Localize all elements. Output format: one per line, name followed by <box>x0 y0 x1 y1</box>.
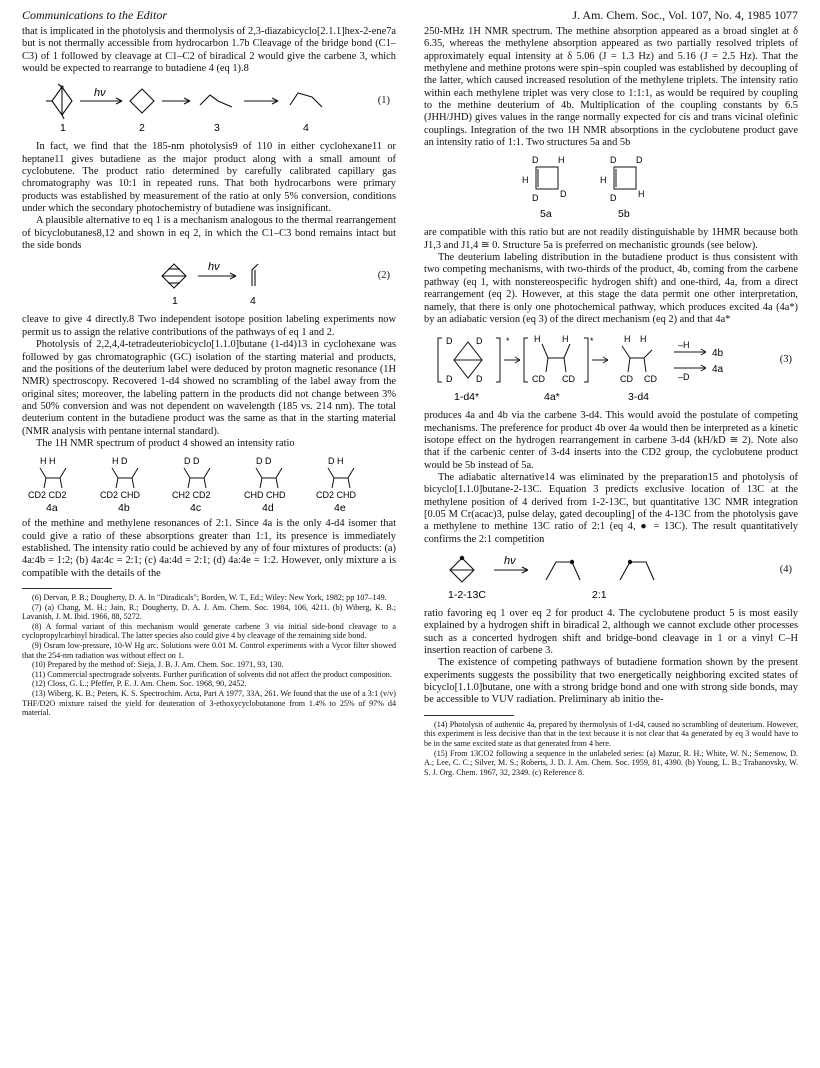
ratio-label: 2:1 <box>592 588 607 601</box>
equation-number: (3) <box>779 354 792 366</box>
paragraph: produces 4a and 4b via the carbene 3-d4. This would avoid the postulate of competing mechanisms. The preference for product 4b over 4a would then be interpreted as a kinetic isotope effect on the hydrogen rearrangement in carbene 3-d4 (kH/kD ≅ 2). Note also that if the carbenic center of 3-d4 inserts into the CD2 group, the cyclobutene product would be 5b instead of 5a. <box>424 410 798 471</box>
footnote: (10) Prepared by the method of: Sieja, J. B. J. Am. Chem. Soc. 1971, 93, 130. <box>32 660 284 670</box>
svg-text:CD: CD <box>562 374 575 385</box>
paragraph: The existence of competing pathways of butadiene formation shown by the present experiments suggests the possibility that two energetically neighboring excited states of bicyclo[1.1.0]butane, one with a strong bridge bond and one with strong side bonds, may be accessible to VUV radiation. Preliminary ab initio the- <box>424 657 798 706</box>
paragraph: The adiabatic alternative14 was eliminated by the preparation15 and photolysis of bicyclo[1.1.0]butane-2-13C. Equation 3 predicts exclusive location of 13C at the methylene position of 4 derived from 1-2-13C, but quantitative 13C NMR integration [0.05 M Cr(acac)3, pulse delay, gated decoupling] of the 4-13C from the photolysis gave a methylene to methine 13C ratio of 2:1 (eq 4, ● = 13C). The result quantitatively confirms the 2:1 competition <box>424 471 798 545</box>
svg-text:CD: CD <box>532 374 545 385</box>
footnote: (9) Osram low-pressure, 10-W Hg arc. Solutions were 0.01 M. Control experiments with a Vycor filter showed that the 254-nm radiation was without effect on 1. <box>22 640 396 660</box>
svg-text:H: H <box>638 189 645 200</box>
structure-label: 4 <box>250 295 256 308</box>
svg-text:CHD CHD: CHD CHD <box>244 490 286 501</box>
equation-number: (2) <box>377 270 390 282</box>
svg-text:D D: D D <box>256 456 272 467</box>
svg-text:D: D <box>636 155 643 166</box>
equation-number: (1) <box>377 95 390 107</box>
svg-text:H: H <box>534 334 541 345</box>
paragraph: A plausible alternative to eq 1 is a mechanism analogous to the thermal rearrangement of bicyclobutanes8,12 and shown in eq 2, in which the C1–C3 bond remains intact but the side bonds <box>22 215 396 252</box>
svg-text:D: D <box>446 336 453 347</box>
structure-label: 4d <box>262 502 274 515</box>
structure-label: 1 <box>60 122 66 135</box>
structure-label: 4a* <box>544 391 560 404</box>
svg-text:D: D <box>610 155 617 166</box>
svg-text:D: D <box>446 374 453 385</box>
running-head-right: J. Am. Chem. Soc., Vol. 107, No. 4, 1985 1077 <box>572 8 798 22</box>
product-label: 4b <box>712 348 724 360</box>
svg-text:D: D <box>532 155 539 166</box>
svg-text:CD: CD <box>644 374 657 385</box>
svg-text:D: D <box>560 189 567 200</box>
svg-text:H: H <box>558 155 565 166</box>
svg-text:–H: –H <box>678 340 690 351</box>
paragraph: The 1H NMR spectrum of product 4 showed an intensity ratio <box>36 437 295 449</box>
structure-label: 4b <box>118 502 130 515</box>
svg-text:H D: H D <box>112 456 128 467</box>
structures-5a-5b <box>424 153 798 223</box>
footnote: (13) Wiberg, K. B.; Peters, K. S. Spectrochim. Acta, Part A 1977, 33A, 261. We found that the use of a 3:1 (v/v) THF/D2O mixture raised the yield for deuteration of 3-ethoxycyclobutanone from 1.4% to 25% of 97% d4 material. <box>22 688 396 718</box>
structure-label: 4e <box>334 502 346 515</box>
hv-label: hν <box>94 87 106 100</box>
paragraph: cleave to give 4 directly.8 Two independent isotope position labeling experiments now permit us to assign the relative contributions of the pathways of eq 1 and 2. <box>22 314 396 338</box>
footnote: (8) A formal variant of this mechanism would generate carbene 3 via initial side-bond cleavage to a cyclopropylcarbinyl biradical. The latter species also could give 4 by cleavage of the remaining side bond. <box>22 621 396 641</box>
equation-2 <box>22 256 396 310</box>
svg-text:CH2 CD2: CH2 CD2 <box>172 490 211 501</box>
running-head-left: Communications to the Editor <box>22 8 167 22</box>
structure-label: 4 <box>303 122 309 135</box>
paragraph: Photolysis of 2,2,4,4-tetradeuteriobicyclo[1.1.0]butane (1-d4)13 in cyclohexane was followed by gas chromatographic (GC) isolation of the starting material and products, and the positions of the deuterium label were deduced by proton magnetic resonance (1H NMR) spectroscopy. Recovered 1-d4 showed no scrambling of the label away from the original sites; moreover, the labeling pattern in the products did not change between 3% and 50% conversion and was not dependent on wavelength (185 vs. 214 nm). The total deuterium content in the butadiene product was the same as that in the starting material (NMR analysis with pentane internal standard). <box>22 339 396 437</box>
svg-text:hν: hν <box>208 261 220 274</box>
paragraph: The deuterium labeling distribution in the butadiene product is thus consistent with two competing mechanisms, with two-thirds of the product, 4b, coming from the carbene pathway (eq 1, with nonstereospecific hydrogen shift) and one-third, 4a, from a direct rearrangement (eq 2). However, at this stage the data permit one other interpretation, namely, that there is only one photochemical pathway, which produces excited 4a (4a*) by an adiabatic version (eq 3) of the direct mechanism (eq 2) and that 4a* <box>424 252 798 325</box>
svg-text:D H: D H <box>328 456 344 467</box>
footnote-rule <box>22 588 112 589</box>
structure-label: 3-d4 <box>628 391 650 404</box>
svg-text:D: D <box>532 193 539 204</box>
product-label: 4a <box>712 364 724 376</box>
structure-label: 1-d4* <box>454 391 480 404</box>
structure-label: 4a <box>46 502 58 515</box>
svg-text:H H: H H <box>40 456 56 467</box>
structure-label: 4c <box>190 502 202 515</box>
svg-text:D: D <box>610 193 617 204</box>
footnote-rule <box>424 715 514 716</box>
equation-4 <box>424 550 798 604</box>
svg-text:CD2 CHD: CD2 CHD <box>316 490 357 501</box>
equation-1 <box>22 79 396 137</box>
footnotes-right <box>424 720 798 778</box>
paragraph: of the methine and methylene resonances of 2:1. Since 4a is the only 4-d4 isomer that could give a ratio of these absorptions greater than 1:1, its presence is immediately established. The intensity ratio could be achieved by any of four mixtures of products: (a) 4a:4b = 1:2; (b) 4a:4c = 2:1; (c) 4a:4d = 2:1; (d) 4a:4e = 1:2. However, only mixture a is compatible with the details of the <box>22 518 396 579</box>
footnote: (12) Closs, G. L.; Pfeffer, P. E. J. Am. Chem. Soc. 1968, 90, 2452. <box>32 679 247 689</box>
svg-text:D: D <box>476 336 483 347</box>
svg-text:H: H <box>624 334 631 345</box>
paragraph: that is implicated in the photolysis and thermolysis of 2,3-diazabicyclo[2.1.1]hex-2-ene7a but is not thermally accessible from hydrocarbon 1.7b Cleavage of the bridge bond (C1–C3) of 1 followed by cleavage at C1–C2 of biradical 2 would give the carbene 3, which would be expected to rearrange to butadiene 4 (eq 1).8 <box>22 26 396 75</box>
footnote: (6) Dervan, P. B.; Dougherty, D. A. In "Diradicals"; Borden, W. T., Ed.; Wiley: New York, 1982; pp 107–149. <box>32 592 387 602</box>
footnote: (7) (a) Chang, M. H.; Jain, R.; Dougherty, D. A. J. Am. Chem. Soc. 1984, 106, 4211. (b) Wiberg, K. B.; Lavanish, J. M. Ibid. 1966, 88, 5272. <box>22 602 396 622</box>
svg-text:D D: D D <box>184 456 200 467</box>
svg-text:*: * <box>506 336 510 347</box>
paragraph: In fact, we find that the 185-nm photolysis9 of 110 in either cyclohexane11 or heptane11 gives butadiene as the major product along with a small amount of cyclobutene. The product ratio determined by carefully calibrated capillary gas chromatography was 10:1 in repeated runs. That both hydrocarbons were primary products was established by measurement of the ratio at only 5% conversion, conditions under which the secondary photochemistry of butadiene was insignificant. <box>22 141 396 215</box>
paragraph: 250-MHz 1H NMR spectrum. The methine absorption appeared as a broad singlet at δ 6.35, whereas the methylene absorption appeared as two partially resolved triplets of approximately equal intensity at δ 5.06 (J = 1.3 Hz) and 5.16 (J = 2.5 Hz). That the methylene and methine protons were spin–spin coupled was established by decoupling of the latter, which caused increased resolution of the methylene triplets. The intensity ratio within each methylene triplet was very close to 1:1:1, as would be required by coupling to the methine deuterium of 4b. Multiplication of the coupling constants by 6.5 (JHH/JHD) gives values in the range normally expected for cis and trans vicinal olefinic couplings. Integration of the two 1H NMR absorptions in the cyclobutene product gave an intensity ratio of 1:1. Two structures 5a and 5b <box>424 26 798 149</box>
footnotes-left <box>22 593 396 718</box>
svg-text:D: D <box>476 374 483 385</box>
equation-3 <box>424 330 798 406</box>
footnote: (11) Commercial spectrograde solvents. Further purification of solvents did not affect the product composition. <box>32 669 392 679</box>
footnote: (14) Photolysis of authentic 4a, prepared by thermolysis of 1-d4, caused no scrambling of deuterium. However, this experiment is less decisive than that in the text because it is not clear that 4a generated by eq 3 would have to be in the same excited state as that generated from 4 here. <box>424 719 798 748</box>
svg-text:CD2 CD2: CD2 CD2 <box>28 490 67 501</box>
left-column <box>22 26 396 718</box>
structure-label: 2 <box>139 122 145 135</box>
structure-label: 1 <box>172 295 178 308</box>
svg-text:hν: hν <box>504 554 516 567</box>
equation-number: (4) <box>779 563 792 575</box>
svg-text:H: H <box>522 175 529 186</box>
svg-text:H: H <box>640 334 647 345</box>
svg-text:CD: CD <box>620 374 633 385</box>
structure-label: 5a <box>540 208 552 221</box>
right-column <box>424 26 798 777</box>
butadiene-isomers <box>22 454 396 514</box>
structure-label: 3 <box>214 122 220 135</box>
svg-text:H: H <box>562 334 569 345</box>
structure-label: 5b <box>618 208 630 221</box>
svg-text:H: H <box>600 175 607 186</box>
paragraph: ratio favoring eq 1 over eq 2 for product 4. The cyclobutene product 5 is most easily explained by a hydrogen shift in biradical 2, although we cannot exclude other processes such as a concerted hydrogen shift and bridge-bond cleavage in 1 or a vinyl C–H insertion reaction of carbene 3. <box>424 607 798 656</box>
footnote: (15) From 13CO2 following a sequence in the unlabeled series: (a) Mazur, R. H.; White, W. N.; Semenow, D. A.; Lee, C. C.; Silver, M. S.; Roberts, J. D. J. Am. Chem. Soc. 1959, 81, 4390. (b) Young, L. B.; Trahanovsky, W. S. J. Org. Chem. 1967, 32, 2349. (c) Reference 8. <box>424 748 798 777</box>
structure-label: 1-2-13C <box>448 588 486 601</box>
svg-text:*: * <box>590 336 594 347</box>
paragraph: are compatible with this ratio but are not readily distinguishable by 1HMR because both J1,3 and J1,4 ≅ 0. Structure 5a is preferred on mechanistic grounds (see below). <box>424 227 798 251</box>
svg-text:–D: –D <box>678 372 690 383</box>
svg-text:CD2 CHD: CD2 CHD <box>100 490 141 501</box>
